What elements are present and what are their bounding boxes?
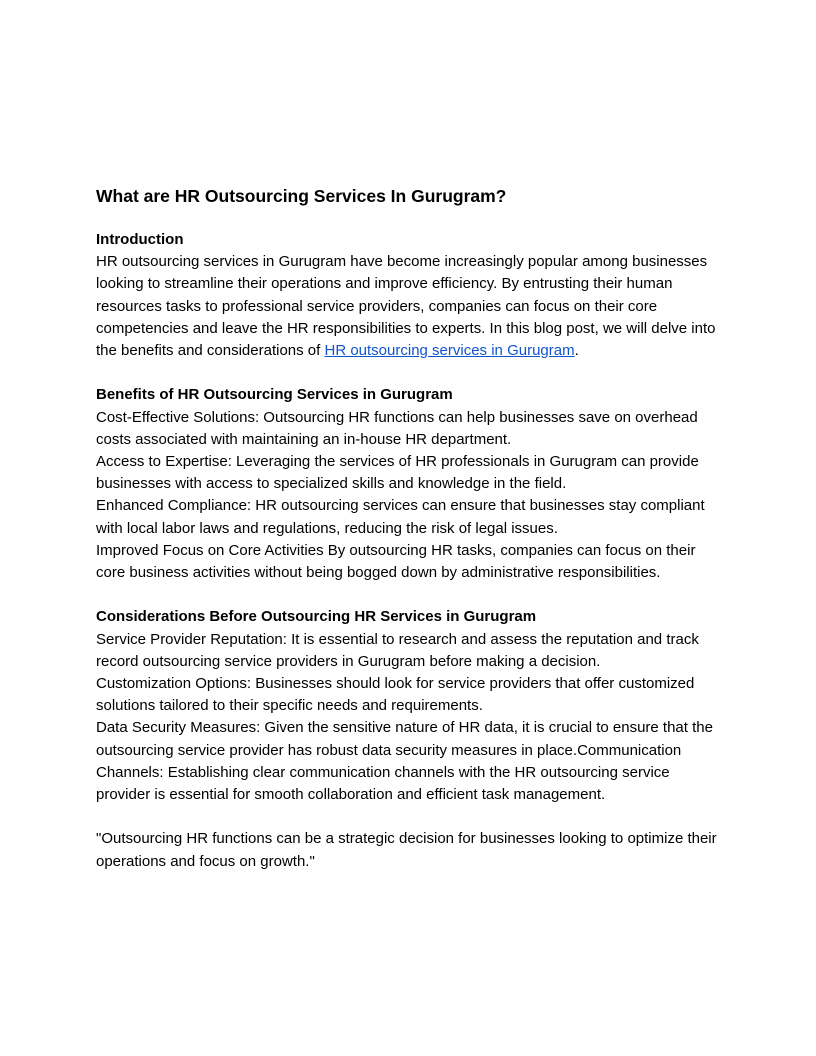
intro-text: HR outsourcing services in Gurugram have become increasingly popular among businesses looking to streamline their operations and improve efficiency. By entrusting their human resources tasks to professional service providers, companies can focus on their core competencies and leave the HR responsibilities to experts. In this blog post, we will delve into the benefits and considerations of <box>96 253 716 360</box>
consideration-item: Service Provider Reputation: It is essential to research and assess the reputation and track record outsourcing service providers in Gurugram before making a decision. <box>96 630 699 670</box>
page-title: What are HR Outsourcing Services In Gurugram? <box>96 186 507 206</box>
spacer <box>96 806 720 828</box>
intro-text-end: . <box>574 342 579 360</box>
benefit-item: Access to Expertise: Leveraging the services of HR professionals in Gurugram can provide businesses with access to specialized skills and knowledge in the field. <box>96 453 699 493</box>
consideration-item: Customization Options: Businesses should look for service providers that offer customized solutions tailored to their specific needs and requirements. <box>96 675 695 715</box>
intro-paragraph <box>96 251 720 362</box>
spacer <box>96 584 720 606</box>
spacer <box>96 362 720 384</box>
document-page <box>96 183 720 873</box>
benefit-item: Cost-Effective Solutions: Outsourcing HR functions can help businesses save on overhead costs associated with maintaining an in-house HR department. <box>96 408 698 448</box>
considerations-heading: Considerations Before Outsourcing HR Services in Gurugram <box>96 608 537 626</box>
consideration-item: Data Security Measures: Given the sensitive nature of HR data, it is crucial to ensure that the outsourcing service provider has robust data security measures in place.Communication Channels: Establishing clear communication channels with the HR outsourcing service provider is essential for smooth collaboration and efficient task management. <box>96 719 713 804</box>
benefits-heading: Benefits of HR Outsourcing Services in Gurugram <box>96 386 453 404</box>
benefit-item: Improved Focus on Core Activities By outsourcing HR tasks, companies can focus on their core business activities without being bogged down by administrative responsibilities. <box>96 541 696 582</box>
intro-heading: Introduction <box>96 231 184 248</box>
hr-outsourcing-link[interactable]: HR outsourcing services in Gurugram <box>324 342 575 360</box>
closing-quote: "Outsourcing HR functions can be a strategic decision for businesses looking to optimize their operations and focus on growth." <box>96 830 717 870</box>
benefit-item: Enhanced Compliance: HR outsourcing services can ensure that businesses stay compliant with local labor laws and regulations, reducing the risk of legal issues. <box>96 497 705 537</box>
